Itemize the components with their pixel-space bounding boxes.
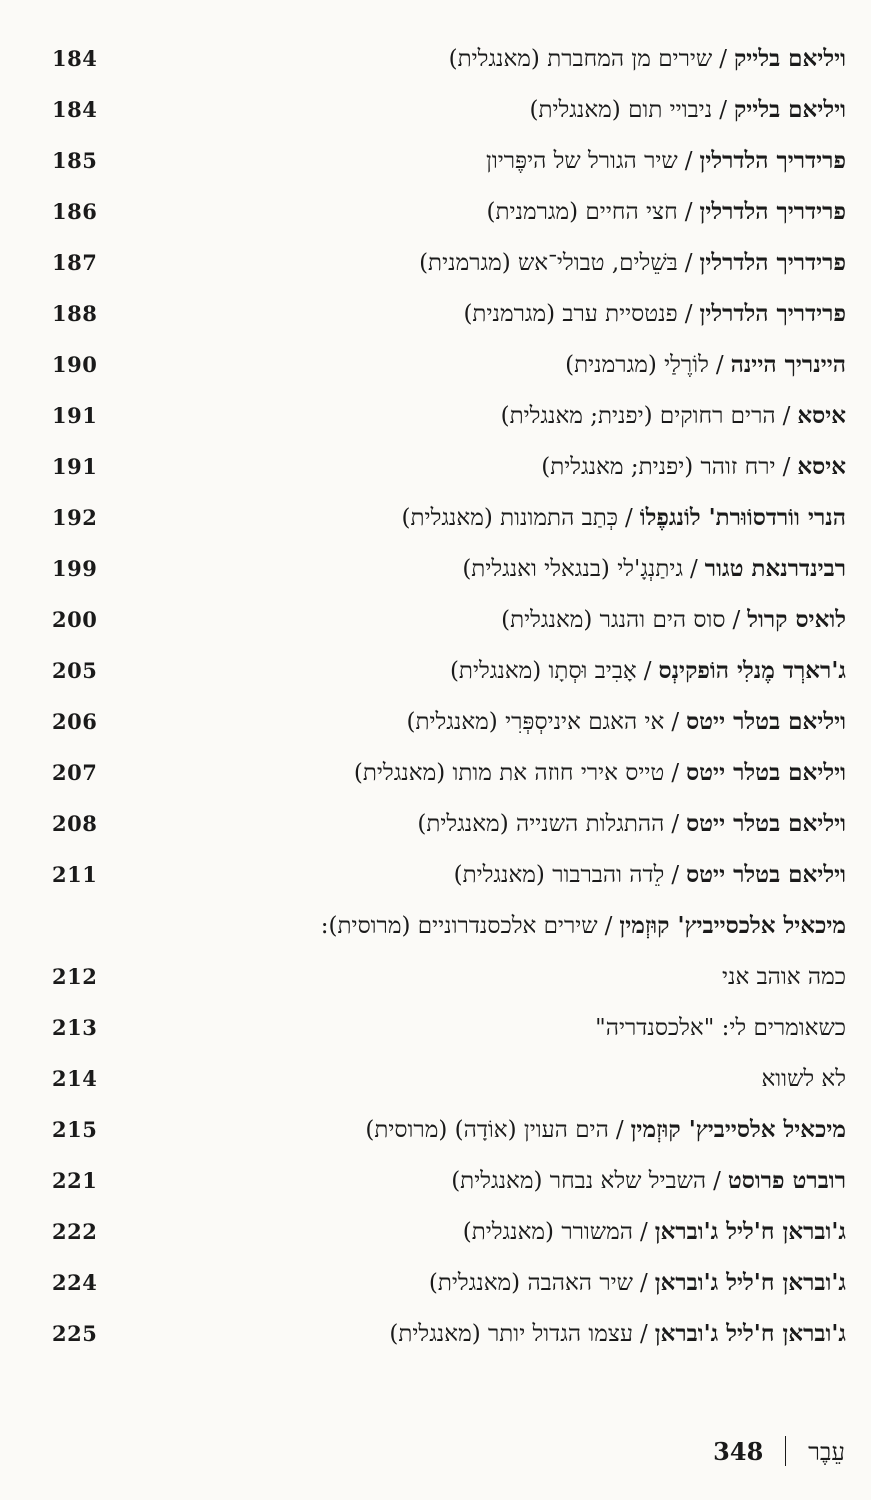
toc-page-number: 212 [52,964,98,989]
toc-entry-text [486,146,846,176]
toc-poem-title: שירים מן המחברת (מאנגלית) [448,46,713,72]
toc-poem-title: סוס הים והנגר (מאנגלית) [501,607,726,633]
toc-separator: / [690,556,698,582]
toc-entry-text [762,1064,847,1094]
toc-separator: / [671,760,680,786]
toc-author: רוברט פרוסט [727,1167,846,1194]
toc-entry [0,1317,871,1368]
toc-entry [0,1113,871,1164]
toc-entry [0,858,871,909]
toc-entry [0,42,871,93]
toc-page-number: 192 [52,505,98,530]
toc-entry-text [407,707,847,737]
toc-author: איסא [797,453,846,480]
toc-separator: / [782,403,791,429]
toc-page-number: 188 [52,301,98,326]
toc-entry-text [486,197,846,227]
toc-poem-title: ירח זוהר (יפנית; מאנגלית) [541,454,776,480]
toc-separator: / [671,709,680,735]
toc-poem-title: אָבִיב וּסְתָו (מאנגלית) [449,658,637,684]
toc-separator: / [719,46,727,72]
toc-poem-title: לא לשווא [761,1066,846,1092]
toc-separator: / [624,505,633,531]
toc-entry [0,1062,871,1113]
footer-divider [785,1436,787,1466]
toc-separator: / [684,199,693,225]
toc-entry-text [450,656,846,686]
toc-page-number: 214 [52,1066,98,1091]
toc-page-number: 185 [52,148,98,173]
toc-entry-text [463,1217,846,1247]
toc-entry-text [722,962,846,992]
toc-entry [0,1164,871,1215]
toc-poem-title: פנטסיית ערב (מגרמנית) [463,301,678,327]
toc-author: ויליאם בטלר ייטס [686,759,846,786]
toc-entry-text [501,401,846,431]
toc-poem-title: שיר הגורל של היפֶּריון [485,148,678,174]
toc-page-number: 224 [52,1270,98,1295]
toc-separator: / [684,250,693,276]
toc-author: מיכאיל אלכסייביץ' קוּזְמין [619,912,846,939]
toc-entry-text [389,1319,846,1349]
toc-page-number: 191 [52,454,98,479]
toc-page-number: 222 [52,1219,98,1244]
toc-entry [0,246,871,297]
toc-page-number: 208 [52,811,98,836]
toc-entry [0,1266,871,1317]
toc-entry-text [501,605,846,635]
toc-page-number: 184 [52,46,98,71]
toc-author: פרידריך הלדרלין [699,147,846,174]
toc-entry [0,348,871,399]
toc-author: ויליאם בטלר ייטס [686,861,846,888]
toc-entry-text [365,1115,846,1145]
toc-page-number: 213 [52,1015,98,1040]
toc-poem-title: ניבויי תום (מאנגלית) [529,97,713,123]
toc-separator: / [639,1321,648,1347]
toc-poem-title: לוֹרֶלַי (מגרמנית) [565,352,709,378]
toc-entry-text [541,452,846,482]
toc-entry [0,807,871,858]
toc-separator: / [782,454,791,480]
toc-entry-text [451,1166,846,1196]
toc-entry [0,450,871,501]
toc-entry-text [402,503,846,533]
toc-separator: / [684,301,693,327]
toc-page-number: 215 [52,1117,98,1142]
toc-entry-text [565,350,846,380]
toc-separator: / [732,607,741,633]
toc-poem-title: כְּתַב התמונות (מאנגלית) [401,505,618,531]
toc-poem-title: טייס אירי חוזה את מותו (מאנגלית) [353,760,665,786]
toc-page-number: 199 [52,556,98,581]
toc-entry [0,909,871,960]
toc-entry [0,552,871,603]
page-footer [713,1436,845,1467]
toc-author: רבינדרנאת טגור [704,555,846,582]
toc-separator: / [643,658,652,684]
toc-entry [0,960,871,1011]
toc-page-number: 187 [52,250,98,275]
toc-poem-title: לֵדה והברבור (מאנגלית) [453,862,665,888]
toc-author: ויליאם בטלר ייטס [686,708,846,735]
toc-separator: / [684,148,693,174]
toc-poem-title: הים העוין (אוֹדָה) (מרוסית) [365,1117,609,1143]
toc-page-number: 211 [52,862,98,887]
toc-page-number: 206 [52,709,98,734]
toc-poem-title: שיר האהבה (מאנגלית) [428,1270,633,1296]
toc-entry-text [417,809,846,839]
toc-separator: / [715,352,724,378]
toc-page-number: 191 [52,403,98,428]
toc-author: ג'רארְד מֶנלִי הוֹפקינְס [658,657,846,684]
toc-page-number: 184 [52,97,98,122]
toc-page-number: 225 [52,1321,98,1346]
toc-author: ויליאם בטלר ייטס [686,810,846,837]
toc-entry-text [419,248,846,278]
toc-author: היינריך היינה [730,351,846,378]
toc-entry-text [595,1013,846,1043]
toc-poem-title: כשאומרים לי: "אלכסנדריה" [595,1015,846,1041]
toc-author: לואיס קרול [747,606,846,633]
toc-entry [0,603,871,654]
toc-separator: / [671,811,680,837]
toc-author: פרידריך הלדרלין [699,300,846,327]
toc-entry [0,654,871,705]
toc-author: איסא [797,402,846,429]
toc-separator: / [719,97,727,123]
toc-page-number: 205 [52,658,98,683]
toc-poem-title: שירים אלכסנדרוניים (מרוסית): [320,913,598,939]
toc-page-number: 190 [52,352,98,377]
toc-separator: / [604,913,613,939]
toc-entry-text [354,758,846,788]
toc-author: הנרי ווֹרדסוֹוּרת' לוֹנגפֶלוֹ [639,504,846,531]
toc-separator: / [615,1117,624,1143]
book-title: עֵבֶר [808,1438,845,1466]
toc-poem-title: גיתַנְגָ'לי (בנגאלי ואנגלית) [462,556,684,582]
toc-entry-text [429,1268,846,1298]
toc-entry-text [454,860,846,890]
toc-poem-title: בּשֵׁלים, טבולי־אש (מגרמנית) [419,250,678,276]
toc-poem-title: כמה אוהב אני [721,964,846,990]
toc-entry [0,501,871,552]
toc-entry [0,1011,871,1062]
toc-entry-text [321,911,846,941]
toc-author: ויליאם בלייק [733,96,846,123]
toc-entry [0,93,871,144]
toc-author: פרידריך הלדרלין [699,198,846,225]
toc-author: ויליאם בלייק [733,45,846,72]
toc-entry [0,297,871,348]
toc-separator: / [639,1219,648,1245]
toc-separator: / [713,1168,721,1194]
toc-entry-text [463,299,846,329]
toc-entry [0,1215,871,1266]
toc-poem-title: המשורר (מאנגלית) [462,1219,633,1245]
toc-entry-text [462,554,846,584]
toc-entry [0,195,871,246]
toc-author: פרידריך הלדרלין [699,249,846,276]
toc-page-number: 221 [52,1168,98,1193]
toc-page-number: 207 [52,760,98,785]
toc-author: מיכאיל אלסייביץ' קוּזְמין [630,1116,846,1143]
toc-poem-title: הרים רחוקים (יפנית; מאנגלית) [500,403,776,429]
table-of-contents [0,42,871,1368]
toc-separator: / [671,862,680,888]
toc-entry-text [530,95,847,125]
toc-author: ג'ובראן ח'ליל ג'ובראן [654,1218,846,1245]
toc-entry [0,144,871,195]
toc-poem-title: אי האגם איניסְפְּרִי (מאנגלית) [406,709,665,735]
toc-page-number: 186 [52,199,98,224]
toc-author: ג'ובראן ח'ליל ג'ובראן [654,1320,846,1347]
toc-poem-title: חצי החיים (מגרמנית) [486,199,678,225]
toc-entry [0,399,871,450]
toc-poem-title: השביל שלא נבחר (מאנגלית) [451,1168,707,1194]
toc-poem-title: ההתגלות השנייה (מאנגלית) [417,811,665,837]
toc-author: ג'ובראן ח'ליל ג'ובראן [654,1269,846,1296]
toc-poem-title: עצמו הגדול יותר (מאנגלית) [389,1321,633,1347]
toc-entry-text [449,44,846,74]
toc-entry [0,756,871,807]
page-number: 348 [713,1437,764,1466]
toc-separator: / [639,1270,648,1296]
toc-entry [0,705,871,756]
toc-page-number: 200 [52,607,98,632]
